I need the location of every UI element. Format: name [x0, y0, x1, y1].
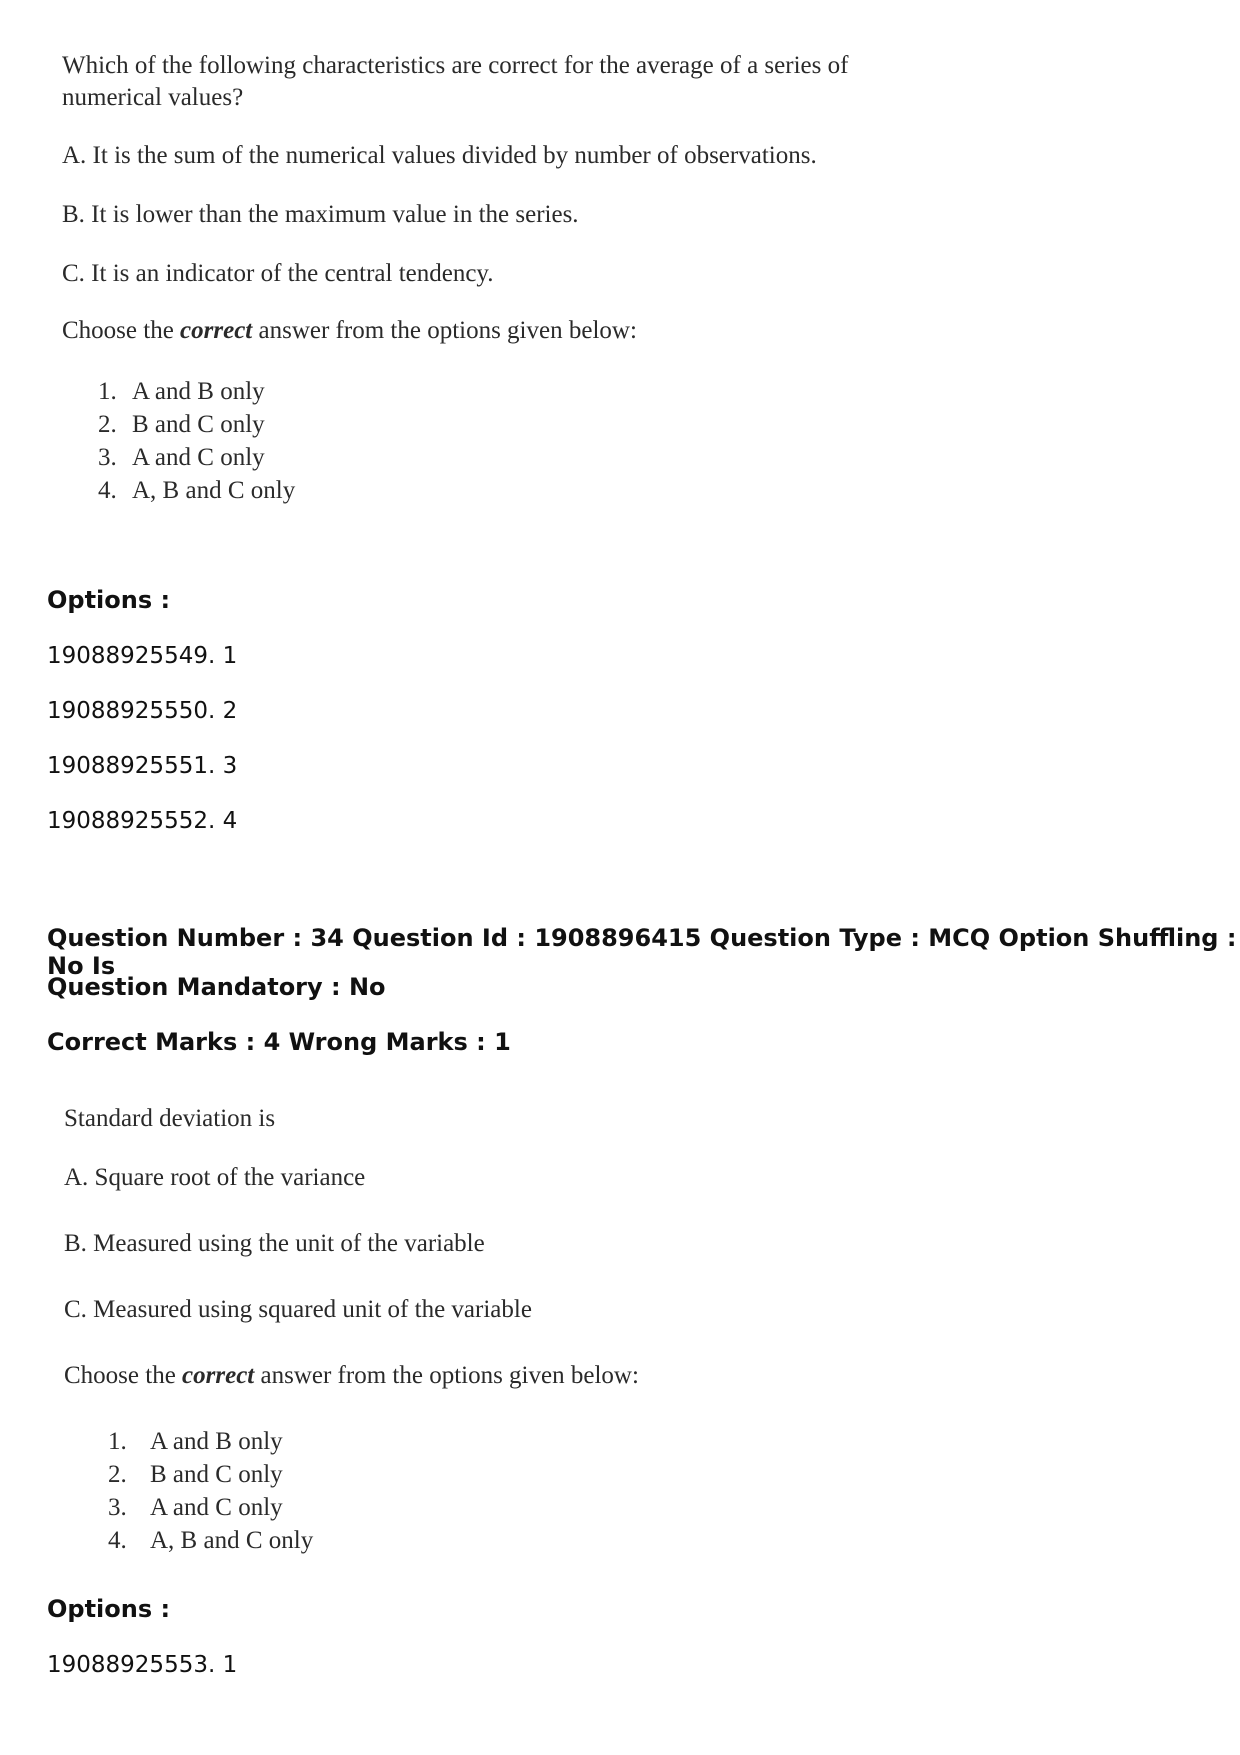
list-item: 2. B and C only: [98, 411, 265, 438]
choose-instruction: Choose the correct answer from the options given below:: [64, 1362, 639, 1389]
choice-list: [98, 375, 295, 507]
list-item: 1. A and B only: [108, 1428, 283, 1455]
list-item: 2. B and C only: [108, 1461, 283, 1488]
option-1: 19088925549. 1: [47, 643, 238, 669]
option-2: 19088925550. 2: [47, 698, 238, 724]
option-3: 19088925551. 3: [47, 753, 238, 779]
question-meta-line-2: Question Mandatory : No: [47, 973, 386, 1001]
list-item: 3. A and C only: [98, 444, 265, 471]
question-stem: Standard deviation is: [64, 1105, 276, 1132]
question-33-image: [62, 50, 962, 504]
list-item: 1. A and B only: [98, 378, 265, 405]
choice-list: [108, 1425, 313, 1557]
statement-c: C. Measured using squared unit of the variable: [64, 1296, 532, 1323]
choose-instruction: Choose the correct answer from the options given below:: [62, 317, 637, 344]
statement-c: C. It is an indicator of the central tendency.: [62, 260, 494, 287]
statement-a: A. Square root of the variance: [64, 1164, 366, 1191]
list-item: 4. A, B and C only: [98, 477, 296, 504]
option-4: 19088925552. 4: [47, 808, 238, 834]
question-stem: Which of the following characteristics are correct for the average of a series of numerical values?: [62, 52, 849, 111]
options-label: Options :: [47, 1595, 171, 1623]
option-1: 19088925553. 1: [47, 1652, 238, 1678]
list-item: 3. A and C only: [108, 1494, 283, 1521]
statement-b: B. It is lower than the maximum value in the series.: [62, 201, 579, 228]
options-label: Options :: [47, 586, 171, 614]
statement-a: A. It is the sum of the numerical values divided by number of observations.: [62, 142, 817, 169]
marks-line: Correct Marks : 4 Wrong Marks : 1: [47, 1028, 511, 1056]
statement-b: B. Measured using the unit of the variable: [64, 1230, 485, 1257]
question-meta-line-1: Question Number : 34 Question Id : 1908896415 Question Type : MCQ Option Shuffling : No Is: [47, 924, 1237, 980]
list-item: 4. A, B and C only: [108, 1527, 314, 1554]
